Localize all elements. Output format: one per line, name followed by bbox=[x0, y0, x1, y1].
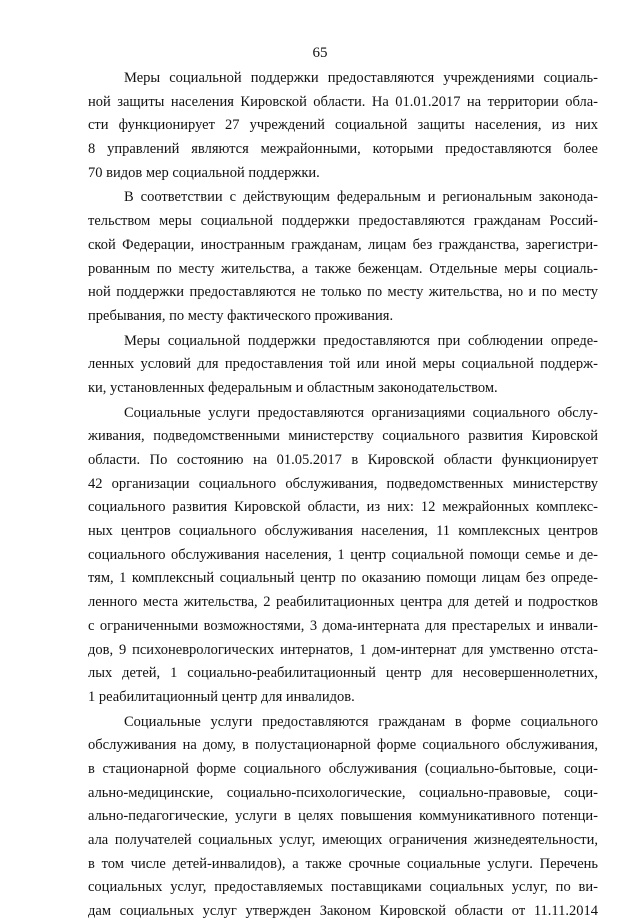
text-line: дам социальных услуг утвержден Законом Кировской области от 11.11.2014 bbox=[88, 903, 598, 920]
paragraph bbox=[88, 402, 598, 710]
text-line: социальных услуг, предоставляемых поставщиками социальных услуг, по ви- bbox=[88, 879, 598, 896]
text-line: пребывания, по месту фактического проживания. bbox=[88, 307, 394, 324]
text-line: лых детей, 1 социально-реабилитационный центр для несовершеннолетних, bbox=[88, 665, 598, 682]
text-line: Социальные услуги предоставляются организациями социального обслу- bbox=[124, 404, 598, 421]
text-line: 8 управлений являются межрайонными, которыми предоставляются более bbox=[88, 141, 598, 158]
document-body bbox=[88, 67, 598, 924]
text-line: ала получателей социальных услуг, имеющих ограничения жизнедеятельности, bbox=[88, 832, 598, 848]
text-line: в стационарной форме социального обслуживания (социально-бытовые, соци- bbox=[88, 760, 598, 777]
text-line: сти функционирует 27 учреждений социальной защиты населения, из них bbox=[88, 117, 598, 134]
text-line: ной защиты населения Кировской области. На 01.01.2017 на территории обла- bbox=[88, 93, 598, 110]
text-line: ленного места жительства, 2 реабилитационных центра для детей и подростков bbox=[88, 594, 598, 611]
text-line: ки, установленных федеральным и областным законодательством. bbox=[88, 379, 498, 396]
text-line: с ограниченными возможностями, 3 дома-интерната для престарелых и инвали- bbox=[88, 617, 598, 634]
paragraph bbox=[88, 67, 598, 185]
text-line: ленных условий для предоставления той или иной меры социальной поддерж- bbox=[88, 356, 598, 373]
text-line: социального обслуживания населения, 1 центр социальной помощи семье и де- bbox=[88, 546, 598, 563]
text-line: дов, 9 психоневрологических интернатов, 1 дом-интернат для умственно отста- bbox=[88, 641, 598, 658]
text-line: области. По состоянию на 01.05.2017 в Кировской области функционирует bbox=[88, 452, 598, 468]
paragraph bbox=[88, 711, 598, 924]
paragraph bbox=[88, 330, 598, 401]
text-line: 70 видов мер социальной поддержки. bbox=[88, 164, 320, 181]
text-line: социального развития Кировской области, из них: 12 межрайонных комплекс- bbox=[88, 499, 598, 516]
text-line: в том числе детей-инвалидов), а также срочные социальные услуги. Перечень bbox=[88, 855, 598, 872]
text-line: обслуживания на дому, в полустационарной форме социального обслуживания, bbox=[88, 737, 598, 754]
text-line: тям, 1 комплексный социальный центр по оказанию помощи лицам без опреде- bbox=[88, 570, 598, 587]
text-line: тельством меры социальной поддержки предоставляются гражданам Россий- bbox=[88, 213, 598, 230]
text-line: ально-педагогические, услуги в целях повышения коммуникативного потенци- bbox=[88, 808, 598, 825]
text-line: 42 организации социального обслуживания, подведомственных министерству bbox=[88, 475, 598, 492]
text-line: Меры социальной поддержки предоставляются при соблюдении опреде- bbox=[124, 332, 598, 349]
text-line: ных центров социального обслуживания населения, 11 комплексных центров bbox=[88, 523, 598, 540]
paragraph bbox=[88, 186, 598, 328]
text-line: Меры социальной поддержки предоставляются учреждениями социаль- bbox=[124, 70, 598, 86]
text-line: живания, подведомственными министерству социального развития Кировской bbox=[88, 428, 598, 445]
text-line: 1 реабилитационный центр для инвалидов. bbox=[88, 688, 355, 705]
text-line: Социальные услуги предоставляются гражданам в форме социального bbox=[124, 713, 598, 730]
text-line: В соответствии с действующим федеральным и региональным законода- bbox=[124, 189, 598, 206]
page-number: 65 bbox=[312, 45, 328, 61]
text-line: ально-медицинские, социально-психологические, социально-правовые, соци- bbox=[88, 784, 598, 801]
text-line: рованным по месту жительства, а также беженцам. Отдельные меры социаль- bbox=[88, 260, 598, 277]
text-line: ской Федерации, иностранным гражданам, лицам без гражданства, зарегистри- bbox=[88, 236, 598, 253]
text-line: ной поддержки предоставляются не только по месту жительства, но и по месту bbox=[88, 284, 598, 301]
